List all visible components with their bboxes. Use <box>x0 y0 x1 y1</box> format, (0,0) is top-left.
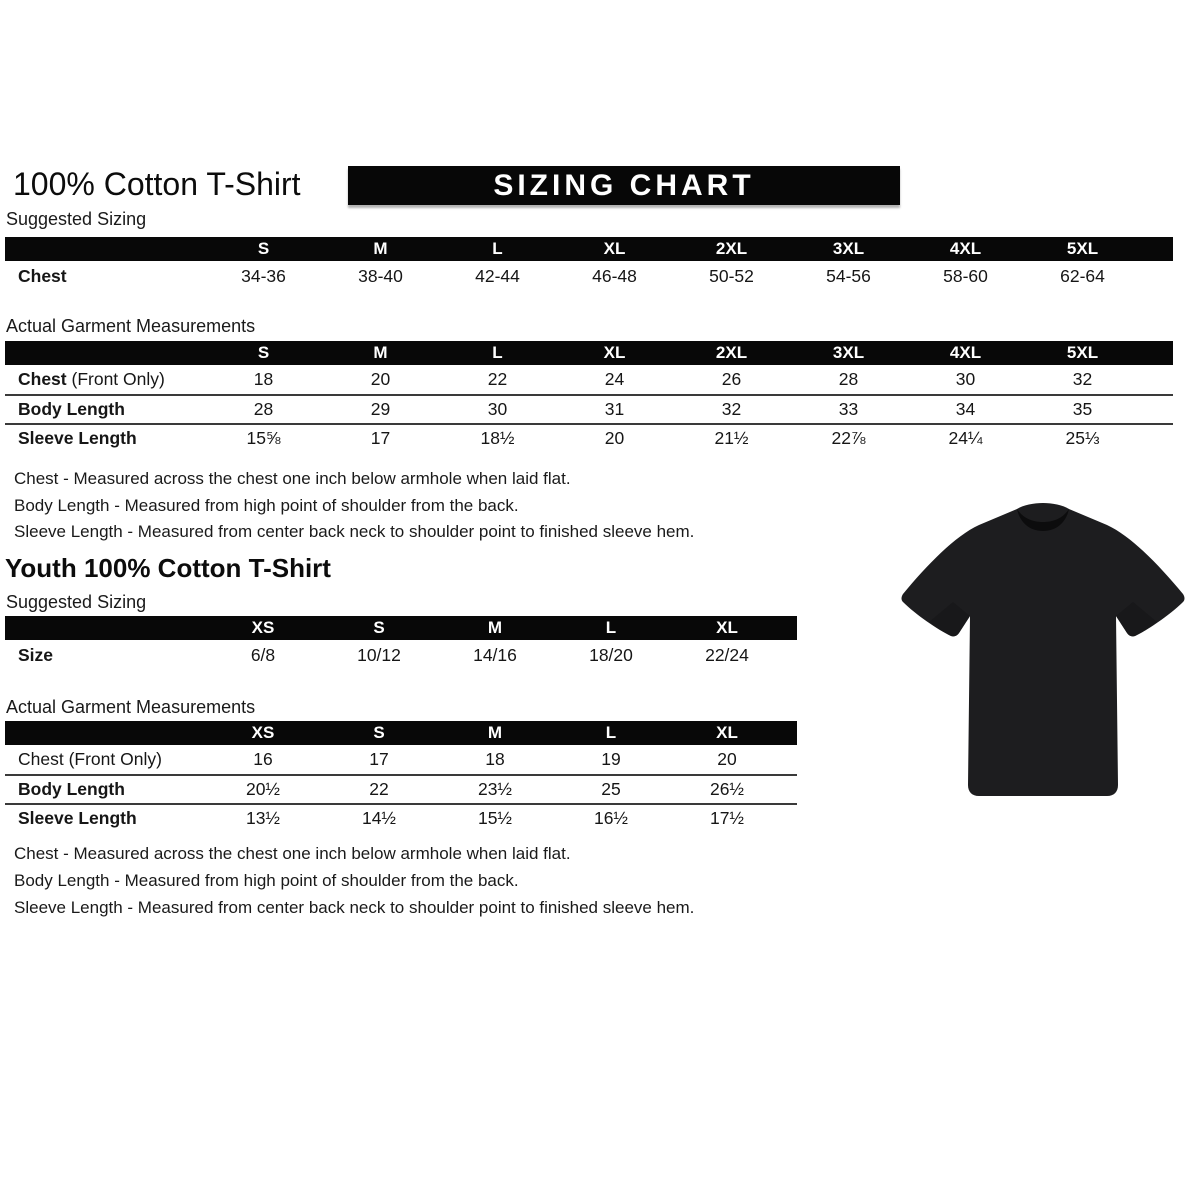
youth-section-title: Youth 100% Cotton T-Shirt <box>5 553 331 583</box>
table-row-chest-front-only <box>5 365 1173 394</box>
size-value-cell: 29 <box>370 399 391 419</box>
note-line: Body Length - Measured from high point of shoulder from the back. <box>14 495 519 515</box>
size-value-cell: 18 <box>253 369 274 389</box>
size-value-cell: 28 <box>838 369 859 389</box>
size-value-cell: 31 <box>604 399 625 419</box>
size-value-cell: 22 <box>369 779 389 799</box>
size-value-cell: 20½ <box>245 779 281 799</box>
size-value-cell: 25⅓ <box>1065 428 1100 448</box>
row-label: Size <box>18 644 54 665</box>
adult-suggested-sizing-table <box>5 237 1173 291</box>
size-value-cell: 58-60 <box>943 265 988 286</box>
table-header-row <box>5 616 797 640</box>
row-label: Sleeve Length <box>18 808 137 828</box>
size-column-header: XL <box>603 239 626 258</box>
size-column-header: M <box>487 618 503 637</box>
size-value-cell: 19 <box>601 749 621 769</box>
size-value-cell: 18/20 <box>589 644 633 665</box>
size-value-cell: 15½ <box>477 808 513 828</box>
youth-measurement-notes <box>14 840 694 921</box>
row-label: Chest (Front Only) <box>18 749 162 769</box>
size-column-header: XL <box>716 723 738 742</box>
size-value-cell: 22 <box>487 369 508 389</box>
size-value-cell: 20 <box>717 749 737 769</box>
size-value-cell: 21½ <box>714 428 749 448</box>
size-column-header: S <box>373 723 385 742</box>
note-line: Sleeve Length - Measured from center back neck to shoulder point to finished sleeve hem. <box>14 898 695 917</box>
size-column-header: XL <box>716 618 738 637</box>
size-column-header: M <box>487 723 503 742</box>
sizing-chart-banner-text: SIZING CHART <box>493 168 755 202</box>
adult-actual-measurements-label: Actual Garment Measurements <box>6 316 256 336</box>
sizing-chart-banner <box>348 166 900 205</box>
table-row-size <box>5 640 797 670</box>
size-value-cell: 22⅞ <box>831 428 866 448</box>
size-column-header: L <box>605 618 617 637</box>
size-value-cell: 14½ <box>361 808 397 828</box>
size-column-header: L <box>492 343 503 362</box>
size-value-cell: 35 <box>1072 399 1093 419</box>
size-value-cell: 24¼ <box>948 428 983 448</box>
size-value-cell: 10/12 <box>357 644 401 665</box>
tshirt-image <box>893 497 1193 802</box>
size-value-cell: 34-36 <box>241 265 286 286</box>
size-value-cell: 32 <box>721 399 742 419</box>
table-row-body-length <box>5 774 797 803</box>
size-column-header: XL <box>603 343 626 362</box>
size-value-cell: 30 <box>487 399 508 419</box>
size-value-cell: 13½ <box>245 808 281 828</box>
size-value-cell: 20 <box>604 428 625 448</box>
adult-suggested-sizing-label: Suggested Sizing <box>6 209 147 229</box>
row-label: Sleeve Length <box>18 428 137 448</box>
size-column-header: XS <box>251 723 275 742</box>
size-column-header: S <box>373 618 385 637</box>
size-value-cell: 22/24 <box>705 644 749 665</box>
row-label: Chest (Front Only) <box>18 369 165 389</box>
note-line: Chest - Measured across the chest one inch below armhole when laid flat. <box>14 844 571 863</box>
adult-section-title: 100% Cotton T-Shirt <box>13 166 301 202</box>
table-header-row <box>5 341 1173 365</box>
size-value-cell: 28 <box>253 399 274 419</box>
table-row-sleeve-length <box>5 423 1173 452</box>
table-row-body-length <box>5 394 1173 423</box>
size-column-header: 2XL <box>715 343 748 362</box>
size-value-cell: 18½ <box>480 428 515 448</box>
size-value-cell: 6/8 <box>250 644 276 665</box>
size-column-header: 4XL <box>949 239 982 258</box>
size-value-cell: 17 <box>370 428 391 448</box>
size-value-cell: 46-48 <box>592 265 637 286</box>
size-value-cell: 32 <box>1072 369 1093 389</box>
size-column-header: L <box>492 239 503 258</box>
size-column-header: M <box>373 343 388 362</box>
size-value-cell: 16½ <box>593 808 629 828</box>
note-line: Sleeve Length - Measured from center back neck to shoulder point to finished sleeve hem. <box>14 522 695 541</box>
size-value-cell: 18 <box>485 749 505 769</box>
size-value-cell: 20 <box>370 369 391 389</box>
size-column-header: 5XL <box>1066 343 1099 362</box>
size-column-header: L <box>605 723 617 742</box>
table-header-row <box>5 237 1173 261</box>
adult-actual-measurements-table <box>5 341 1173 452</box>
size-value-cell: 38-40 <box>358 265 403 286</box>
size-value-cell: 50-52 <box>709 265 754 286</box>
size-column-header: S <box>257 343 270 362</box>
tshirt-graphic <box>893 497 1193 802</box>
size-value-cell: 33 <box>838 399 859 419</box>
size-column-header: 3XL <box>832 239 865 258</box>
size-value-cell: 14/16 <box>473 644 517 665</box>
size-value-cell: 62-64 <box>1060 265 1105 286</box>
table-header-row <box>5 721 797 745</box>
size-value-cell: 54-56 <box>826 265 871 286</box>
table-row-chest <box>5 261 1173 291</box>
size-value-cell: 17 <box>369 749 389 769</box>
size-column-header: 5XL <box>1066 239 1099 258</box>
youth-actual-measurements-table <box>5 721 797 832</box>
note-line: Body Length - Measured from high point of shoulder from the back. <box>14 871 519 890</box>
row-label: Body Length <box>18 399 125 419</box>
table-row-sleeve-length <box>5 803 797 832</box>
row-label: Body Length <box>18 779 125 799</box>
adult-measurement-notes <box>14 466 694 546</box>
youth-suggested-sizing-table <box>5 616 797 670</box>
youth-actual-measurements-label: Actual Garment Measurements <box>6 697 256 717</box>
youth-suggested-sizing-label: Suggested Sizing <box>6 592 147 612</box>
size-value-cell: 16 <box>253 749 273 769</box>
table-row-chest-front-only <box>5 745 797 774</box>
size-value-cell: 23½ <box>477 779 513 799</box>
size-column-header: 3XL <box>832 343 865 362</box>
size-value-cell: 17½ <box>709 808 745 828</box>
size-value-cell: 34 <box>955 399 976 419</box>
size-value-cell: 30 <box>955 369 976 389</box>
row-label: Chest <box>18 265 67 286</box>
size-column-header: S <box>257 239 270 258</box>
size-value-cell: 26½ <box>709 779 745 799</box>
size-column-header: 2XL <box>715 239 748 258</box>
size-value-cell: 24 <box>604 369 625 389</box>
size-column-header: M <box>373 239 388 258</box>
size-value-cell: 26 <box>721 369 742 389</box>
size-column-header: XS <box>251 618 275 637</box>
size-value-cell: 25 <box>601 779 621 799</box>
size-value-cell: 15⅝ <box>246 428 281 448</box>
size-value-cell: 42-44 <box>475 265 520 286</box>
size-column-header: 4XL <box>949 343 982 362</box>
note-line: Chest - Measured across the chest one inch below armhole when laid flat. <box>14 469 571 488</box>
